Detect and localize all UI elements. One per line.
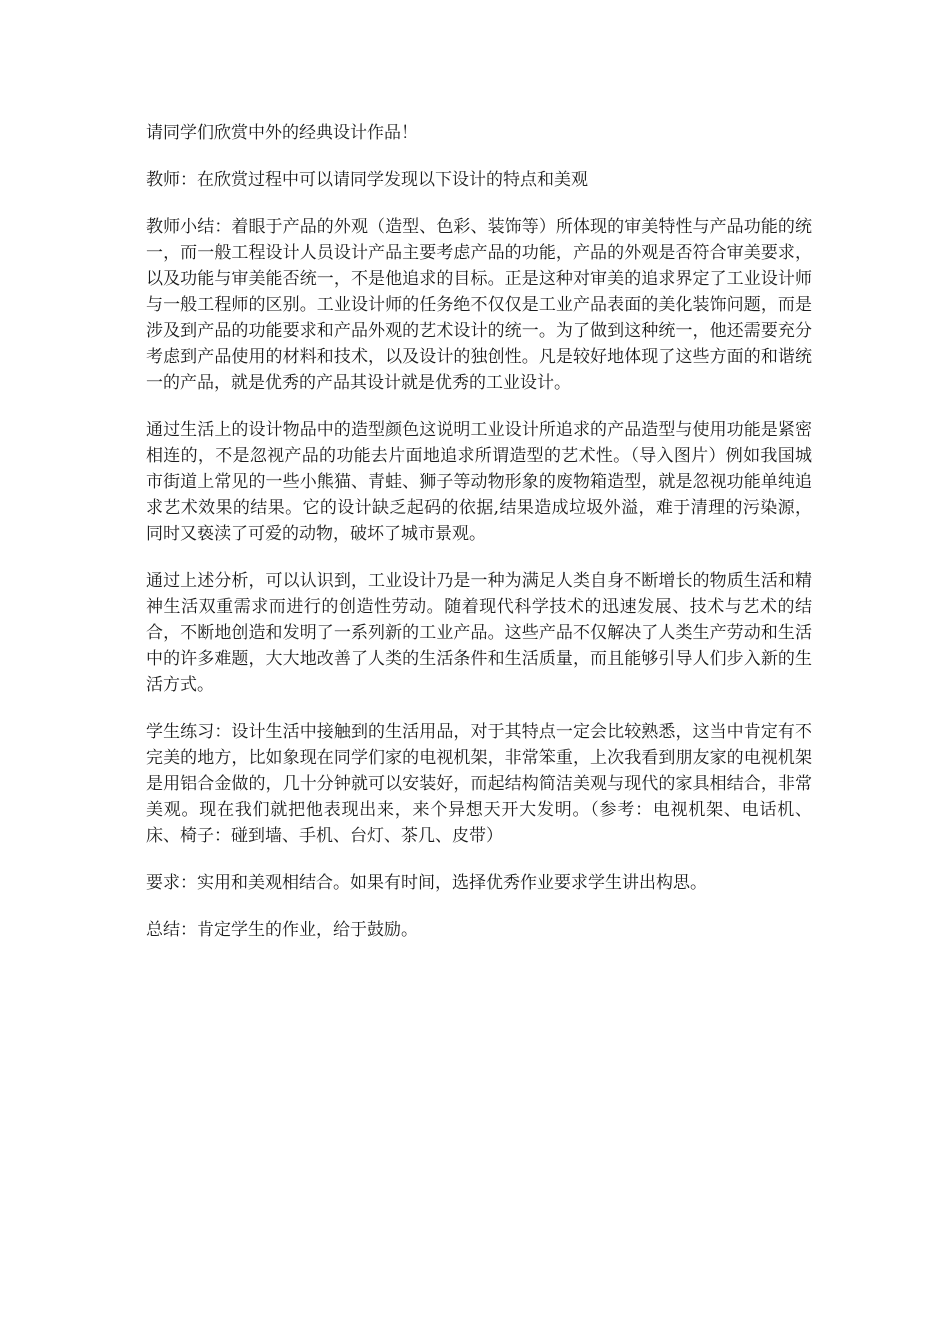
student-exercise-paragraph: 学生练习：设计生活中接触到的生活用品，对于其特点一定会比较熟悉，这当中肯定有不完美的地方，比如象现在同学们家的电视机架，非常笨重，上次我看到朋友家的电视机架是用铝合金做的，几十分钟就可以安装好，而起结构简洁美观与现代的家具相结合，非常美观。现在我们就把他表现出来，来个异想天开大发明。（参考：电视机架、电话机、床、椅子：碰到墙、手机、台灯、茶几、皮带）	[146, 722, 812, 846]
teacher-prompt: 教师：在欣赏过程中可以请同学发现以下设计的特点和美观	[146, 170, 588, 190]
intro-line: 请同学们欣赏中外的经典设计作品！	[146, 123, 418, 143]
document-page	[146, 120, 812, 964]
design-example-paragraph: 通过生活上的设计物品中的造型颜色这说明工业设计所追求的产品造型与使用功能是紧密相连的，不是忽视产品的功能去片面地追求所谓造型的艺术性。（导入图片）例如我国城市街道上常见的一些小熊猫、青蛙、狮子等动物形象的废物箱造型，就是忽视功能单纯追求艺术效果的结果。它的设计缺乏起码的依据,结果造成垃圾外溢，难于清理的污染源，同时又亵渎了可爱的动物，破坏了城市景观。	[146, 420, 812, 544]
requirement-line: 要求：实用和美观相结合。如果有时间，选择优秀作业要求学生讲出构思。	[146, 873, 707, 893]
teacher-summary-paragraph: 教师小结：着眼于产品的外观（造型、色彩、装饰等）所体现的审美特性与产品功能的统一，而一般工程设计人员设计产品主要考虑产品的功能，产品的外观是否符合审美要求，以及功能与审美能否统一，不是他追求的目标。正是这种对审美的追求界定了工业设计师与一般工程师的区别。工业设计师的任务绝不仅仅是工业产品表面的美化装饰问题，而是涉及到产品的功能要求和产品外观的艺术设计的统一。为了做到这种统一，他还需要充分考虑到产品使用的材料和技术，以及设计的独创性。凡是较好地体现了这些方面的和谐统一的产品，就是优秀的产品其设计就是优秀的工业设计。	[146, 217, 812, 393]
conclusion-line: 总结：肯定学生的作业，给于鼓励。	[146, 920, 418, 940]
analysis-paragraph: 通过上述分析，可以认识到，工业设计乃是一种为满足人类自身不断增长的物质生活和精神生活双重需求而进行的创造性劳动。随着现代科学技术的迅速发展、技术与艺术的结合，不断地创造和发明了一系列新的工业产品。这些产品不仅解决了人类生产劳动和生活中的许多难题，大大地改善了人类的生活条件和生活质量，而且能够引导人们步入新的生活方式。	[146, 571, 812, 695]
